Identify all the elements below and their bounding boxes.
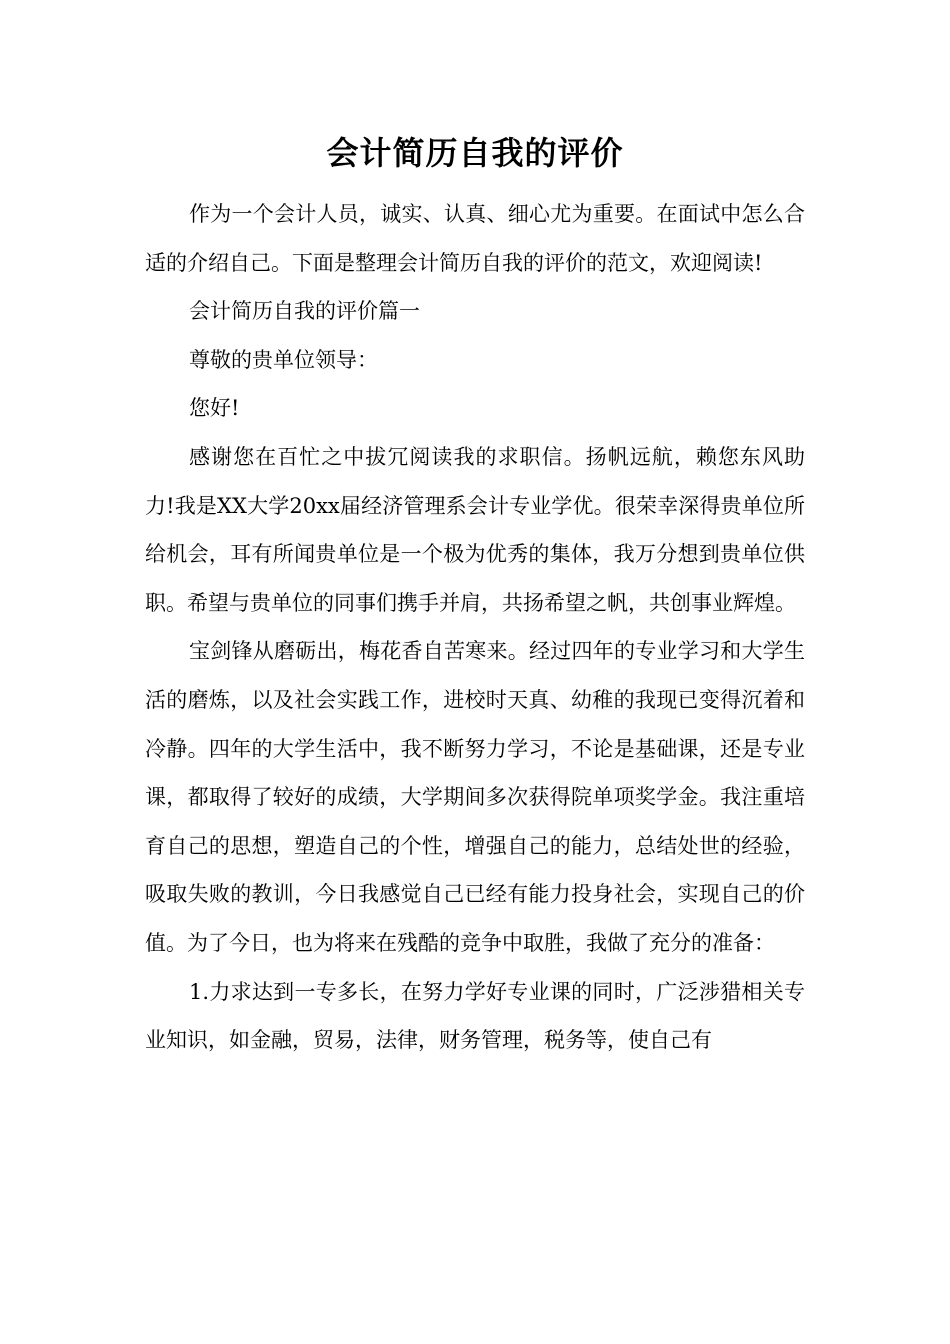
paragraph-point-1: 1.力求达到一专多长，在努力学好专业课的同时，广泛涉猎相关专业知识，如金融，贸易，法律，财务管理，税务等，使自己有 xyxy=(145,979,805,1053)
paragraph-intro: 作为一个会计人员，诚实、认真、细心尤为重要。在面试中怎么合适的介绍自己。下面是整理会计简历自我的评价的范文，欢迎阅读! xyxy=(145,202,805,275)
salutation: 尊敬的贵单位领导： xyxy=(189,347,378,372)
paragraph-background: 宝剑锋从磨砺出，梅花香自苦寒来。经过四年的专业学习和大学生活的磨炼，以及社会实践工作，进校时天真、幼稚的我现已变得沉着和冷静。四年的大学生活中，我不断努力学习，不论是基础课，还是专业课，都取得了较好的成绩，大学期间多次获得院单项奖学金。我注重培育自己的思想，塑造自己的个性，增强自己的能力，总结处世的经验，吸取失败的教训，今日我感觉自己已经有能力投身社会，实现自己的价值。为了今日，也为将来在残酷的竞争中取胜，我做了充分的准备： xyxy=(145,639,805,955)
paragraph-thanks: 感谢您在百忙之中拔冗阅读我的求职信。扬帆远航，赖您东风助力!我是XX大学20xx届经济管理系会计专业学优。很荣幸深得贵单位所给机会，耳有所闻贵单位是一个极为优秀的集体，我万分想到贵单位供职。希望与贵单位的同事们携手并肩，共扬希望之帆，共创事业辉煌。 xyxy=(145,444,805,615)
section-heading: 会计简历自我的评价篇一 xyxy=(189,299,420,324)
document-page xyxy=(145,124,805,1065)
document-title: 会计简历自我的评价 xyxy=(326,134,624,172)
greeting: 您好! xyxy=(189,396,240,421)
